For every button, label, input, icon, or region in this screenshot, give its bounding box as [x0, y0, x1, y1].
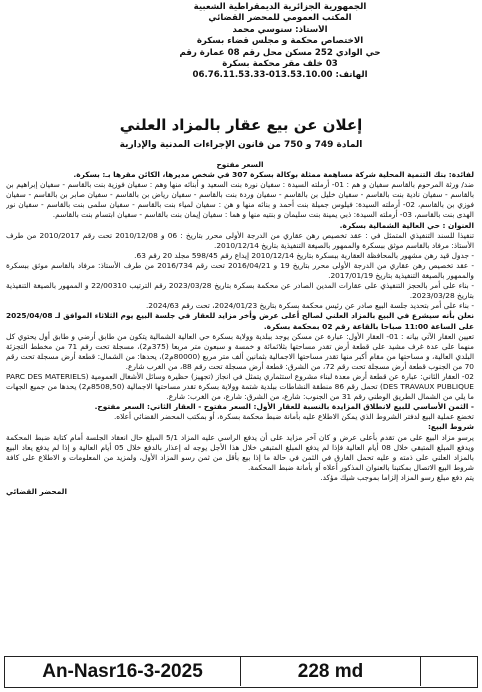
body-paragraph: تعيين العقار الآتي بيانه : 01- العقار الأول: عبارة عن مسكن يوجد ببلدية وولاية بسكرة حي العالية الشمالية يتكون من طابق أرضي و طابق أول يحتوي كل منهما على عدة غرف مشيد على قطعة أرض تقدر مساحتها بثلاثمائة و خمسة و سبعون متر مربعا (375م2)، مسجلة تحت رقم 71 من مخطط التجزئة البلدي العالية، و مساحتها من مقام أكبر منها تقدر مساحتها الاجمالية بثمانين ألف متر مربع (80000م2)، يحدها: من الشمال: قطعة أرض مسجلة تحت رقم 70 من الجنوب قطعة أرض مسجلة تحت رقم 72، من الشرق: قطعة أرض مسجلة تحت رقم 88، من الغرب شارع.	[6, 331, 474, 371]
price-heading: السعر مفتوح	[216, 160, 264, 169]
body-paragraph: شروط البيع:	[427, 422, 474, 432]
header-line: حي الوادي 252 مسكن محل رقم 08 عمارة رقم	[179, 47, 381, 58]
header-line: المكتب العمومي للمحضر القضائي	[208, 13, 352, 24]
header-line: 03 خلف مقر محكمة بسكرة	[222, 59, 338, 70]
body-paragraph: - بناء على أمر بتحديد جلسة البيع صادر عن رئيس محكمة بسكرة بتاريخ 2024/01/23، تحت رقم 2024/63.	[145, 301, 474, 311]
body-paragraph: - بناء على أمر بالحجز التنفيذي على عقارات المدين الصادر عن محكمة بسكرة بتاريخ 2023/03/28 رقم الترتيب 22/00310 و الممهور بالصيغة التنفيذية بتاريخ 2023/03/28.	[6, 281, 474, 301]
body-paragraph: - الثمن الأساسي للبيع لانطلاق المزايدة بالنسبة للعقار الأول: السعر مفتوح - العقار الثاني: السعر مفتوح.	[94, 402, 474, 412]
body-paragraph: تنفيذا للسند التنفيذي المتمثل في : عقد تخصيص رهن عقاري من الدرجة الأولى محرر بتاريخ : 06 و 2010/12/08 تحت رقم 2010/2017 من طرف الأستاذ: مرفاد بالقاسم موثق ببسكرة والممهور بالصيغة التنفيذية بتاريخ 2010/12/14.	[6, 230, 474, 250]
body-paragraph: نعلن بأنه سيشرع في البيع بالمزاد العلني لصالح أعلى عرض وأخر مزايد للعقار في جلسة البيع يوم الثلاثاء الموافق لـ 2025/04/08 على الساعة 11:00 صباحا بالقاعة رقم 02 بمحكمة بسكرة.	[6, 311, 474, 331]
body-paragraph: - عقد تخصيص رهن عقاري من الدرجة الأولى محرر بتاريخ 19 و 2016/04/21 تحت رقم 2016/734 من طرف الأستاذ: مرفاد بالقاسم موثق ببسكرة والممهور بالصيغة التنفيذية بتاريخ 2017/01/19.	[6, 260, 474, 281]
body-paragraph: 02- العقار الثاني: عبارة عن قطعة أرض معدة لبناء مشروع استثماري يتمثل في انجاز (تجهيز) حظيرة وسائل الأشغال العمومية (PARC DES MATERIELS DES TRAVAUX PUBLIQUE) تحمل رقم 86 منطقة النشاطات ببلدية شتمة وولاية بسكرة تقدر مساحتها الاجمالية (8508,50م2) يحدها من جميع الجهات ما يلي من الشمال الطريق الوطني رقم 31 من الجنوب: شارع، من الشرق: شارع، من الغرب: شارع.	[6, 371, 474, 402]
header-line: الجمهورية الجزائرية الديمقراطية الشعبية	[193, 2, 367, 12]
body-paragraph: لفائدة: بنك التنمية المحلية شركة مساهمة ممثلة بوكالة بسكرة 307 في شخص مديرها، الكائن مقرها بـ: بسكرة.	[73, 170, 474, 180]
header-line: الأستاذ: سنوسي محمد	[232, 24, 328, 35]
body-paragraph: تخضع عملية البيع لدفتر الشروط الذي يمكن الاطلاع عليه بأمانة ضبط محكمة بسكرة، أو بمكتب المحضر القضائي أعلاه.	[113, 412, 474, 422]
body-paragraph: يتم دفع مبلغ رسو المزاد إلزاما بموجب شيك مؤكد.	[320, 472, 474, 482]
body-paragraph: يرسو مزاد البيع على من تقدم بأعلى عرض و كان آخر مزايد على أن يدفع الراسي عليه المزاد 5/1 المبلغ حال انعقاد الجلسة أمام كتابة ضبط المحكمة ويدفع المبلغ المتبقي خلال 08 أيام العالية فإذا لم يدفع المبلغ المتبقي خلال هذا الأجل يوجه له إعذار بالدفع خلال 05 أيام العالية و إذا لم يدفع يعاد البيع بالمزاد العلني على ذمته و عليه تحمل الفارق في الثمن في حالة ما إذا بيع بأقل من ثمن رسو المزاد الأول، ولمزيد من المعلومات و الاطلاع على كافة شروط البيع الاتصال بمكتبنا بالعنوان المذكور أعلاه أو بأمانة ضبط المحكمة.	[6, 432, 474, 472]
publication-price: 228 md	[241, 657, 421, 686]
notice-subtitle: المادة 749 و 750 من قانون الإجراءات المدنية والإدارية	[119, 140, 363, 150]
notice-title: إعلان عن بيع عقار بالمزاد العلني	[119, 116, 363, 134]
bailiff-office-header	[150, 2, 410, 82]
body-paragraph: ضد/ ورثة المرحوم بالقاسم سفيان و هم : 01- أرملته السيدة : سفيان نورة بنت السعيد و أبنائه منها وهم : سفيان فوزية بنت بالقاسم - سفيان إبراهيم بن بالقاسم - سفيان نادية بنت بالقاسم - سفيان خليل بن بالقاسم - سفيان وردة بنت بالقاسم - سفيان رياض بن بالقاسم - سفيان صابر بن بالقاسم - سفيان فوزي بن بالقاسم، 02- أرملته السيدة: فيلوس جميلة بنت أحمد و بنائه منها و هن : سفيان لمياء بنت بالقاسم - سفيان سلمى بنت بالقاسم - سفيان نور الهدى بنت بالقاسم، 03- أرملته السيدة: ذبي يمينة بنت سليمان و بنتيه منها و هما : سفيان إيمان بنت بالقاسم - سفيان ابتسام بنت بالقاسم.	[6, 180, 474, 220]
header-line: الاختصاص محكمة و مجلس قضاء بسكرة	[196, 36, 364, 47]
notice-body	[6, 160, 474, 652]
publication-reference: An-Nasr16-3-2025	[5, 657, 241, 686]
publication-footer	[4, 656, 478, 688]
body-paragraph: - جدول قيد رهن مشهور بالمحافظة العقارية ببسكرة بتاريخ 2010/12/14 إيداع رقم 598/45 مجلد 20 رقم 63.	[134, 250, 474, 260]
header-phone: الهاتف: 013.53.10.00-06.76.11.53.33	[192, 70, 368, 81]
body-paragraph: العنوان : حي العالية الشمالية بسكرة.	[339, 220, 474, 230]
bailiff-signature: المحضر القضائي	[6, 487, 67, 496]
